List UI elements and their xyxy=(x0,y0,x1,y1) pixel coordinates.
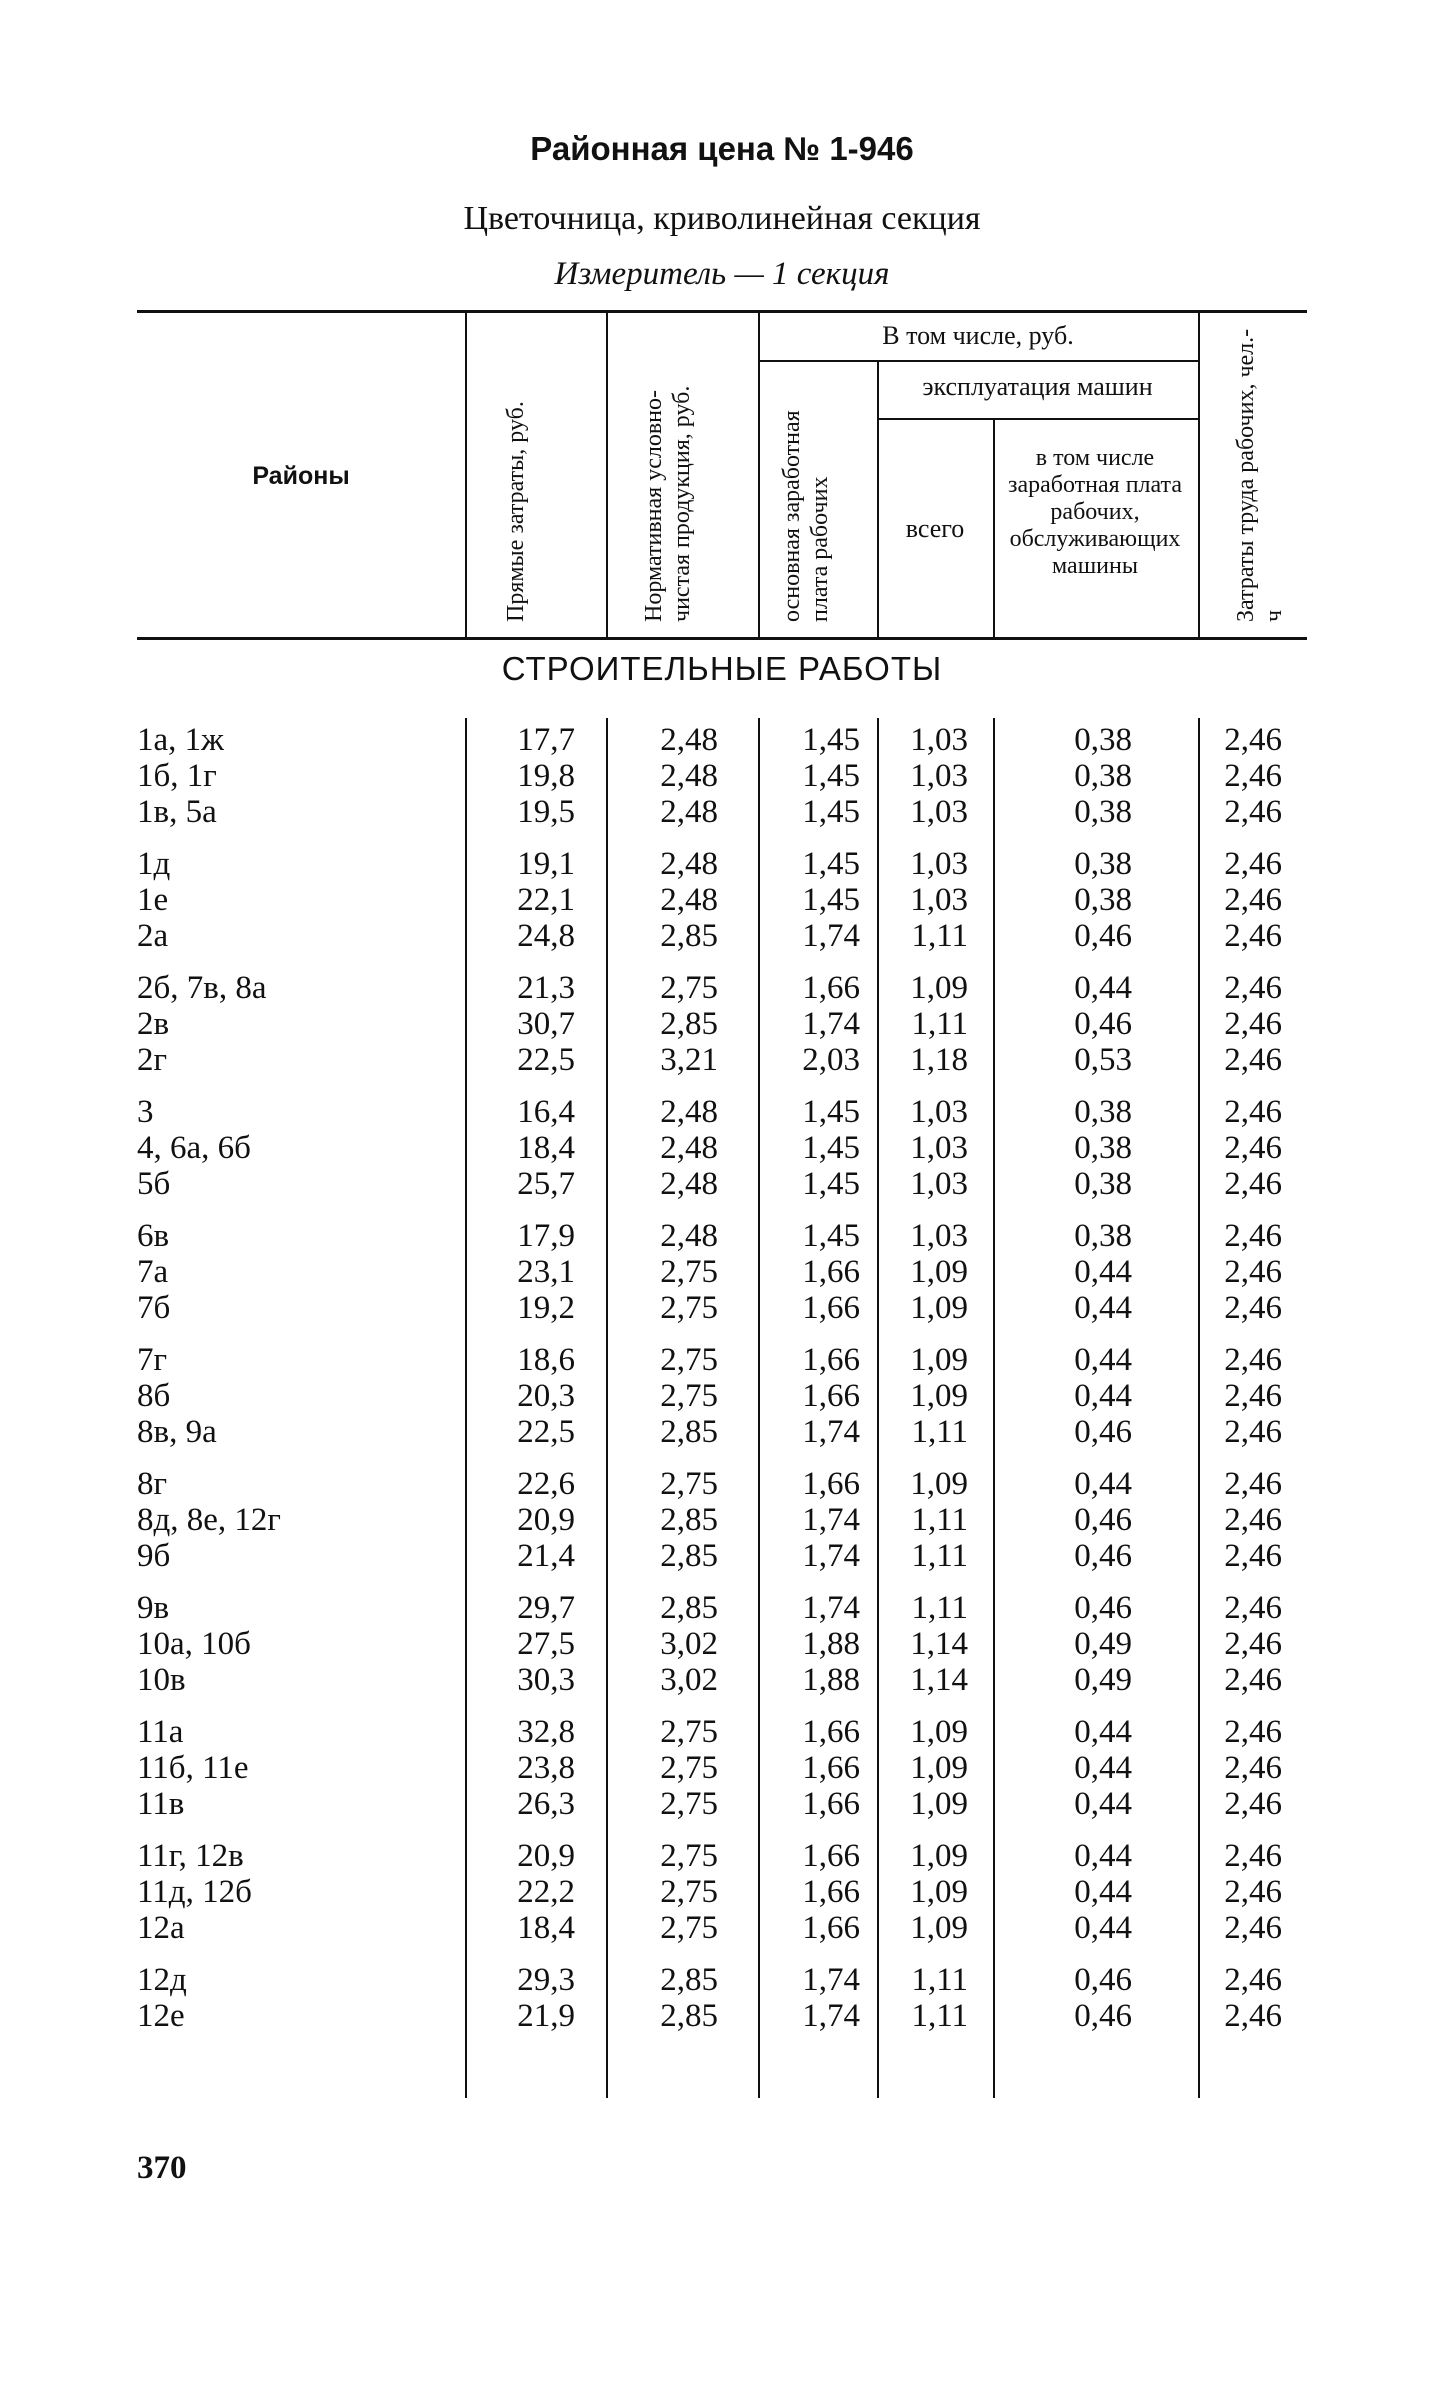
direct-costs-cell: 22,2 xyxy=(517,1874,575,1910)
machines-total-cell: 1,18 xyxy=(910,1042,968,1078)
machines-wages-cell: 0,44 xyxy=(1074,1874,1132,1910)
region-cell: 6в xyxy=(137,1218,170,1254)
region-cell: 4, 6а, 6б xyxy=(137,1130,251,1166)
wages-cell: 1,74 xyxy=(802,1502,860,1538)
labor-cell: 2,46 xyxy=(1224,1290,1282,1326)
normative-cell: 2,85 xyxy=(660,1414,718,1450)
machines-total-cell: 1,09 xyxy=(910,970,968,1006)
normative-cell: 2,48 xyxy=(660,1166,718,1202)
normative-cell: 2,75 xyxy=(660,1874,718,1910)
normative-cell: 2,75 xyxy=(660,1838,718,1874)
machines-wages-cell: 0,44 xyxy=(1074,1786,1132,1822)
wages-cell: 1,66 xyxy=(802,1910,860,1946)
region-cell: 12е xyxy=(137,1998,185,2034)
machines-wages-cell: 0,38 xyxy=(1074,1094,1132,1130)
region-cell: 1в, 5а xyxy=(137,794,217,830)
wages-cell: 2,03 xyxy=(802,1042,860,1078)
machines-wages-cell: 0,38 xyxy=(1074,722,1132,758)
machines-wages-cell: 0,38 xyxy=(1074,882,1132,918)
region-cell: 10в xyxy=(137,1662,186,1698)
labor-cell: 2,46 xyxy=(1224,1910,1282,1946)
labor-cell: 2,46 xyxy=(1224,970,1282,1006)
wages-cell: 1,66 xyxy=(802,1378,860,1414)
wages-cell: 1,45 xyxy=(802,1094,860,1130)
direct-costs-cell: 30,7 xyxy=(517,1006,575,1042)
normative-cell: 2,48 xyxy=(660,1130,718,1166)
direct-costs-cell: 19,1 xyxy=(517,846,575,882)
machines-total-cell: 1,11 xyxy=(911,1006,968,1042)
header-machines-total: всего xyxy=(905,514,965,543)
labor-cell: 2,46 xyxy=(1224,1962,1282,1998)
machines-wages-cell: 0,44 xyxy=(1074,1290,1132,1326)
direct-costs-cell: 21,4 xyxy=(517,1538,575,1574)
machines-wages-cell: 0,46 xyxy=(1074,1998,1132,2034)
direct-costs-cell: 22,1 xyxy=(517,882,575,918)
labor-cell: 2,46 xyxy=(1224,1094,1282,1130)
region-cell: 8г xyxy=(137,1466,168,1502)
region-cell: 2б, 7в, 8а xyxy=(137,970,267,1006)
labor-cell: 2,46 xyxy=(1224,1166,1282,1202)
region-cell: 7б xyxy=(137,1290,171,1326)
region-cell: 2г xyxy=(137,1042,168,1078)
labor-cell: 2,46 xyxy=(1224,1838,1282,1874)
normative-cell: 2,75 xyxy=(660,1290,718,1326)
machines-wages-cell: 0,46 xyxy=(1074,1590,1132,1626)
direct-costs-cell: 29,7 xyxy=(517,1590,575,1626)
wages-cell: 1,66 xyxy=(802,1874,860,1910)
region-cell: 1б, 1г xyxy=(137,758,217,794)
direct-costs-cell: 26,3 xyxy=(517,1786,575,1822)
machines-wages-cell: 0,38 xyxy=(1074,1166,1132,1202)
region-cell: 2а xyxy=(137,918,169,954)
machines-total-cell: 1,09 xyxy=(910,1290,968,1326)
region-cell: 3 xyxy=(137,1094,154,1130)
normative-cell: 2,48 xyxy=(660,882,718,918)
direct-costs-cell: 21,9 xyxy=(517,1998,575,2034)
machines-total-cell: 1,03 xyxy=(910,882,968,918)
wages-cell: 1,66 xyxy=(802,1750,860,1786)
normative-cell: 2,48 xyxy=(660,1218,718,1254)
machines-wages-cell: 0,38 xyxy=(1074,1218,1132,1254)
machines-total-cell: 1,09 xyxy=(910,1750,968,1786)
labor-cell: 2,46 xyxy=(1224,1254,1282,1290)
region-cell: 9б xyxy=(137,1538,171,1574)
machines-total-cell: 1,11 xyxy=(911,1590,968,1626)
wages-cell: 1,74 xyxy=(802,1590,860,1626)
normative-cell: 2,85 xyxy=(660,1538,718,1574)
region-cell: 11а xyxy=(137,1714,184,1750)
normative-cell: 3,02 xyxy=(660,1626,718,1662)
normative-cell: 2,85 xyxy=(660,918,718,954)
machines-total-cell: 1,14 xyxy=(910,1662,968,1698)
header-including: В том числе, руб. xyxy=(882,321,1074,350)
machines-total-cell: 1,09 xyxy=(910,1342,968,1378)
measure-unit: Измеритель — 1 секция xyxy=(554,256,890,292)
normative-cell: 2,75 xyxy=(660,1254,718,1290)
direct-costs-cell: 30,3 xyxy=(517,1662,575,1698)
machines-total-cell: 1,03 xyxy=(910,1166,968,1202)
direct-costs-cell: 24,8 xyxy=(517,918,575,954)
region-cell: 9в xyxy=(137,1590,170,1626)
direct-costs-cell: 23,8 xyxy=(517,1750,575,1786)
machines-total-cell: 1,09 xyxy=(910,1910,968,1946)
labor-cell: 2,46 xyxy=(1224,1538,1282,1574)
normative-cell: 3,21 xyxy=(660,1042,718,1078)
machines-wages-cell: 0,38 xyxy=(1074,758,1132,794)
header-normative: Нормативная условно-чистая продукция, руб. xyxy=(641,385,695,622)
direct-costs-cell: 22,6 xyxy=(517,1466,575,1502)
machines-total-cell: 1,11 xyxy=(911,1962,968,1998)
machines-total-cell: 1,14 xyxy=(910,1626,968,1662)
direct-costs-cell: 17,7 xyxy=(517,722,575,758)
machines-wages-cell: 0,38 xyxy=(1074,846,1132,882)
region-cell: 11в xyxy=(137,1786,185,1822)
wages-cell: 1,74 xyxy=(802,1414,860,1450)
header-direct-costs: Прямые затраты, руб. xyxy=(503,401,529,622)
labor-cell: 2,46 xyxy=(1224,882,1282,918)
labor-cell: 2,46 xyxy=(1224,1662,1282,1698)
direct-costs-cell: 20,3 xyxy=(517,1378,575,1414)
region-cell: 11д, 12б xyxy=(137,1874,252,1910)
machines-wages-cell: 0,44 xyxy=(1074,1750,1132,1786)
machines-wages-cell: 0,49 xyxy=(1074,1626,1132,1662)
machines-total-cell: 1,03 xyxy=(910,758,968,794)
normative-cell: 2,75 xyxy=(660,1750,718,1786)
page-title: Районная цена № 1-946 xyxy=(530,130,914,167)
normative-cell: 2,85 xyxy=(660,1502,718,1538)
machines-wages-cell: 0,53 xyxy=(1074,1042,1132,1078)
wages-cell: 1,66 xyxy=(802,1786,860,1822)
direct-costs-cell: 20,9 xyxy=(517,1838,575,1874)
labor-cell: 2,46 xyxy=(1224,1998,1282,2034)
wages-cell: 1,66 xyxy=(802,1254,860,1290)
region-cell: 11г, 12в xyxy=(137,1838,244,1874)
machines-total-cell: 1,03 xyxy=(910,1130,968,1166)
wages-cell: 1,66 xyxy=(802,970,860,1006)
labor-cell: 2,46 xyxy=(1224,722,1282,758)
machines-wages-cell: 0,44 xyxy=(1074,1342,1132,1378)
labor-cell: 2,46 xyxy=(1224,1750,1282,1786)
machines-total-cell: 1,09 xyxy=(910,1714,968,1750)
region-cell: 8д, 8е, 12г xyxy=(137,1502,281,1538)
header-regions: Районы xyxy=(252,462,350,490)
direct-costs-cell: 32,8 xyxy=(517,1714,575,1750)
machines-total-cell: 1,09 xyxy=(910,1466,968,1502)
machines-wages-cell: 0,44 xyxy=(1074,1254,1132,1290)
wages-cell: 1,66 xyxy=(802,1466,860,1502)
normative-cell: 2,48 xyxy=(660,1094,718,1130)
region-cell: 12а xyxy=(137,1910,185,1946)
machines-total-cell: 1,09 xyxy=(910,1378,968,1414)
wages-cell: 1,66 xyxy=(802,1838,860,1874)
normative-cell: 2,48 xyxy=(660,722,718,758)
wages-cell: 1,74 xyxy=(802,1006,860,1042)
direct-costs-cell: 17,9 xyxy=(517,1218,575,1254)
normative-cell: 3,02 xyxy=(660,1662,718,1698)
machines-total-cell: 1,11 xyxy=(911,1414,968,1450)
machines-wages-cell: 0,46 xyxy=(1074,1006,1132,1042)
wages-cell: 1,45 xyxy=(802,722,860,758)
wages-cell: 1,45 xyxy=(802,1218,860,1254)
machines-wages-cell: 0,46 xyxy=(1074,1414,1132,1450)
wages-cell: 1,74 xyxy=(802,1998,860,2034)
wages-cell: 1,74 xyxy=(802,1538,860,1574)
direct-costs-cell: 19,2 xyxy=(517,1290,575,1326)
labor-cell: 2,46 xyxy=(1224,918,1282,954)
normative-cell: 2,48 xyxy=(660,846,718,882)
machines-total-cell: 1,03 xyxy=(910,1218,968,1254)
normative-cell: 2,48 xyxy=(660,794,718,830)
machines-total-cell: 1,03 xyxy=(910,1094,968,1130)
normative-cell: 2,85 xyxy=(660,1006,718,1042)
region-cell: 1е xyxy=(137,882,169,918)
region-cell: 5б xyxy=(137,1166,171,1202)
normative-cell: 2,85 xyxy=(660,1962,718,1998)
region-cell: 10а, 10б xyxy=(137,1626,251,1662)
machines-total-cell: 1,09 xyxy=(910,1874,968,1910)
region-cell: 8б xyxy=(137,1378,171,1414)
labor-cell: 2,46 xyxy=(1224,1042,1282,1078)
direct-costs-cell: 25,7 xyxy=(517,1166,575,1202)
wages-cell: 1,66 xyxy=(802,1290,860,1326)
region-cell: 11б, 11е xyxy=(137,1750,249,1786)
header-wages: основная заработная плата рабочих xyxy=(779,410,833,622)
normative-cell: 2,75 xyxy=(660,1714,718,1750)
labor-cell: 2,46 xyxy=(1224,1378,1282,1414)
wages-cell: 1,74 xyxy=(802,918,860,954)
normative-cell: 2,85 xyxy=(660,1998,718,2034)
wages-cell: 1,45 xyxy=(802,758,860,794)
labor-cell: 2,46 xyxy=(1224,1466,1282,1502)
labor-cell: 2,46 xyxy=(1224,1218,1282,1254)
direct-costs-cell: 21,3 xyxy=(517,970,575,1006)
machines-wages-cell: 0,44 xyxy=(1074,970,1132,1006)
machines-total-cell: 1,09 xyxy=(910,1838,968,1874)
wages-cell: 1,45 xyxy=(802,846,860,882)
direct-costs-cell: 16,4 xyxy=(517,1094,575,1130)
machines-wages-cell: 0,44 xyxy=(1074,1714,1132,1750)
region-cell: 7а xyxy=(137,1254,169,1290)
region-cell: 7г xyxy=(137,1342,168,1378)
machines-wages-cell: 0,44 xyxy=(1074,1378,1132,1414)
wages-cell: 1,45 xyxy=(802,1130,860,1166)
labor-cell: 2,46 xyxy=(1224,846,1282,882)
labor-cell: 2,46 xyxy=(1224,1006,1282,1042)
direct-costs-cell: 19,8 xyxy=(517,758,575,794)
labor-cell: 2,46 xyxy=(1224,1130,1282,1166)
direct-costs-cell: 29,3 xyxy=(517,1962,575,1998)
normative-cell: 2,48 xyxy=(660,758,718,794)
machines-total-cell: 1,03 xyxy=(910,846,968,882)
machines-wages-cell: 0,49 xyxy=(1074,1662,1132,1698)
wages-cell: 1,88 xyxy=(802,1626,860,1662)
machines-total-cell: 1,09 xyxy=(910,1786,968,1822)
wages-cell: 1,66 xyxy=(802,1342,860,1378)
machines-total-cell: 1,11 xyxy=(911,918,968,954)
machines-wages-cell: 0,38 xyxy=(1074,1130,1132,1166)
machines-total-cell: 1,11 xyxy=(911,1998,968,2034)
direct-costs-cell: 18,4 xyxy=(517,1910,575,1946)
section-title: СТРОИТЕЛЬНЫЕ РАБОТЫ xyxy=(501,650,943,687)
wages-cell: 1,45 xyxy=(802,1166,860,1202)
machines-wages-cell: 0,44 xyxy=(1074,1838,1132,1874)
labor-cell: 2,46 xyxy=(1224,1342,1282,1378)
wages-cell: 1,88 xyxy=(802,1662,860,1698)
machines-wages-cell: 0,46 xyxy=(1074,1962,1132,1998)
machines-total-cell: 1,03 xyxy=(910,794,968,830)
region-cell: 2в xyxy=(137,1006,170,1042)
direct-costs-cell: 23,1 xyxy=(517,1254,575,1290)
machines-wages-cell: 0,44 xyxy=(1074,1466,1132,1502)
machines-wages-cell: 0,44 xyxy=(1074,1910,1132,1946)
normative-cell: 2,75 xyxy=(660,1342,718,1378)
normative-cell: 2,75 xyxy=(660,1786,718,1822)
machines-wages-cell: 0,46 xyxy=(1074,918,1132,954)
subtitle: Цветочница, криволинейная секция xyxy=(463,200,981,237)
direct-costs-cell: 27,5 xyxy=(517,1626,575,1662)
normative-cell: 2,75 xyxy=(660,1378,718,1414)
region-cell: 1д xyxy=(137,846,171,882)
normative-cell: 2,85 xyxy=(660,1590,718,1626)
machines-wages-cell: 0,46 xyxy=(1074,1538,1132,1574)
machines-total-cell: 1,09 xyxy=(910,1254,968,1290)
labor-cell: 2,46 xyxy=(1224,1414,1282,1450)
wages-cell: 1,45 xyxy=(802,882,860,918)
wages-cell: 1,45 xyxy=(802,794,860,830)
direct-costs-cell: 18,6 xyxy=(517,1342,575,1378)
header-machines-wages: в том числе заработная плата рабочих, обслуживающих машины xyxy=(1008,445,1182,579)
labor-cell: 2,46 xyxy=(1224,1626,1282,1662)
direct-costs-cell: 18,4 xyxy=(517,1130,575,1166)
normative-cell: 2,75 xyxy=(660,1466,718,1502)
page-number: 370 xyxy=(137,2150,187,2186)
labor-cell: 2,46 xyxy=(1224,1502,1282,1538)
labor-cell: 2,46 xyxy=(1224,1874,1282,1910)
labor-cell: 2,46 xyxy=(1224,1714,1282,1750)
wages-cell: 1,66 xyxy=(802,1714,860,1750)
region-cell: 8в, 9а xyxy=(137,1414,217,1450)
direct-costs-cell: 19,5 xyxy=(517,794,575,830)
machines-total-cell: 1,11 xyxy=(911,1502,968,1538)
machines-total-cell: 1,03 xyxy=(910,722,968,758)
direct-costs-cell: 22,5 xyxy=(517,1042,575,1078)
direct-costs-cell: 22,5 xyxy=(517,1414,575,1450)
labor-cell: 2,46 xyxy=(1224,1786,1282,1822)
direct-costs-cell: 20,9 xyxy=(517,1502,575,1538)
header-machines: эксплуатация машин xyxy=(922,372,1153,401)
machines-wages-cell: 0,38 xyxy=(1074,794,1132,830)
labor-cell: 2,46 xyxy=(1224,1590,1282,1626)
labor-cell: 2,46 xyxy=(1224,794,1282,830)
labor-cell: 2,46 xyxy=(1224,758,1282,794)
normative-cell: 2,75 xyxy=(660,1910,718,1946)
region-cell: 12д xyxy=(137,1962,187,1998)
machines-wages-cell: 0,46 xyxy=(1074,1502,1132,1538)
header-labor: Затраты труда рабочих, чел.-ч xyxy=(1233,328,1287,622)
normative-cell: 2,75 xyxy=(660,970,718,1006)
machines-total-cell: 1,11 xyxy=(911,1538,968,1574)
region-cell: 1а, 1ж xyxy=(137,722,224,758)
wages-cell: 1,74 xyxy=(802,1962,860,1998)
